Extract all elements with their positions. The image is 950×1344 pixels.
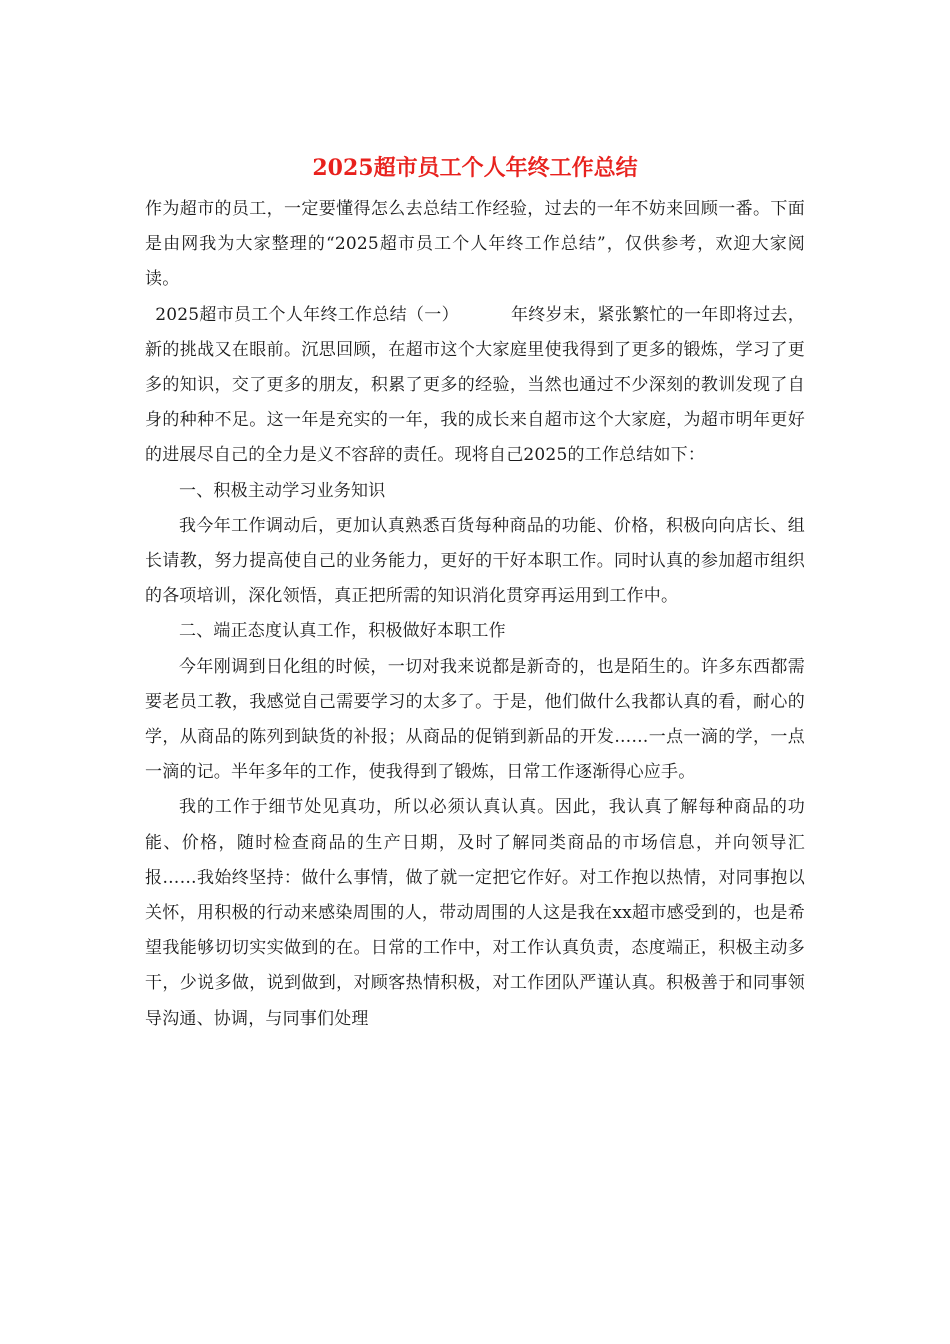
point-one-body: 我今年工作调动后，更加认真熟悉百货每种商品的功能、价格，积极向向店长、组长请教，努力提高使自己的业务能力，更好的干好本职工作。同时认真的参加超市组织的各项培训，深化领悟，真正把所需的知识消化贯穿再运用到工作中。	[145, 515, 805, 607]
point-two-heading: 二、端正态度认真工作，积极做好本职工作	[179, 621, 506, 642]
section-one-opening: 年终岁末，紧张繁忙的一年即将过去，新的挑战又在眼前。沉思回顾，在超市这个大家庭里使我得到了更多的锻炼，学习了更多的知识，交了更多的朋友，积累了更多的经验，当然也通过不少深刻的教训发现了自身的种种不足。这一年是充实的一年，我的成长来自超市这个大家庭，为超市明年更好的进展尽自己的全力是义不容辞的责任。现将自己2025的工作总结如下：	[145, 304, 805, 466]
document-title: 2025超市员工个人年终工作总结	[312, 155, 638, 181]
point-two-body-paragraph-2: 我的工作于细节处见真功，所以必须认真认真。因此，我认真了解每种商品的功能、价格，随时检查商品的生产日期，及时了解同类商品的市场信息，并向领导汇报……我始终坚持：做什么事情，做了就一定把它作好。对工作抱以热情，对同事抱以关怀，用积极的行动来感染周围的人，带动周围的人这是我在xx超市感受到的，也是希望我能够切切实实做到的在。日常的工作中，对工作认真负责，态度端正，积极主动多干，少说多做，说到做到，对顾客热情积极，对工作团队严谨认真。积极善于和同事领导沟通、协调，与同事们处理	[145, 797, 805, 1029]
document-body	[145, 192, 805, 1037]
section-one-heading: 2025超市员工个人年终工作总结（一）	[155, 304, 459, 325]
point-one-heading: 一、积极主动学习业务知识	[179, 480, 386, 501]
section-one-paragraph	[145, 298, 805, 474]
point-two-body-paragraph-1: 今年刚调到日化组的时候，一切对我来说都是新奇的，也是陌生的。许多东西都需要老员工教，我感觉自己需要学习的太多了。于是，他们做什么我都认真的看，耐心的学，从商品的陈列到缺货的补报；从商品的促销到新品的开发……一点一滴的学，一点一滴的记。半年多年的工作，使我得到了锻炼，日常工作逐渐得心应手。	[145, 656, 805, 783]
intro-paragraph: 作为超市的员工，一定要懂得怎么去总结工作经验，过去的一年不妨来回顾一番。下面是由网我为大家整理的“2025超市员工个人年终工作总结”，仅供参考，欢迎大家阅读。	[145, 199, 805, 290]
